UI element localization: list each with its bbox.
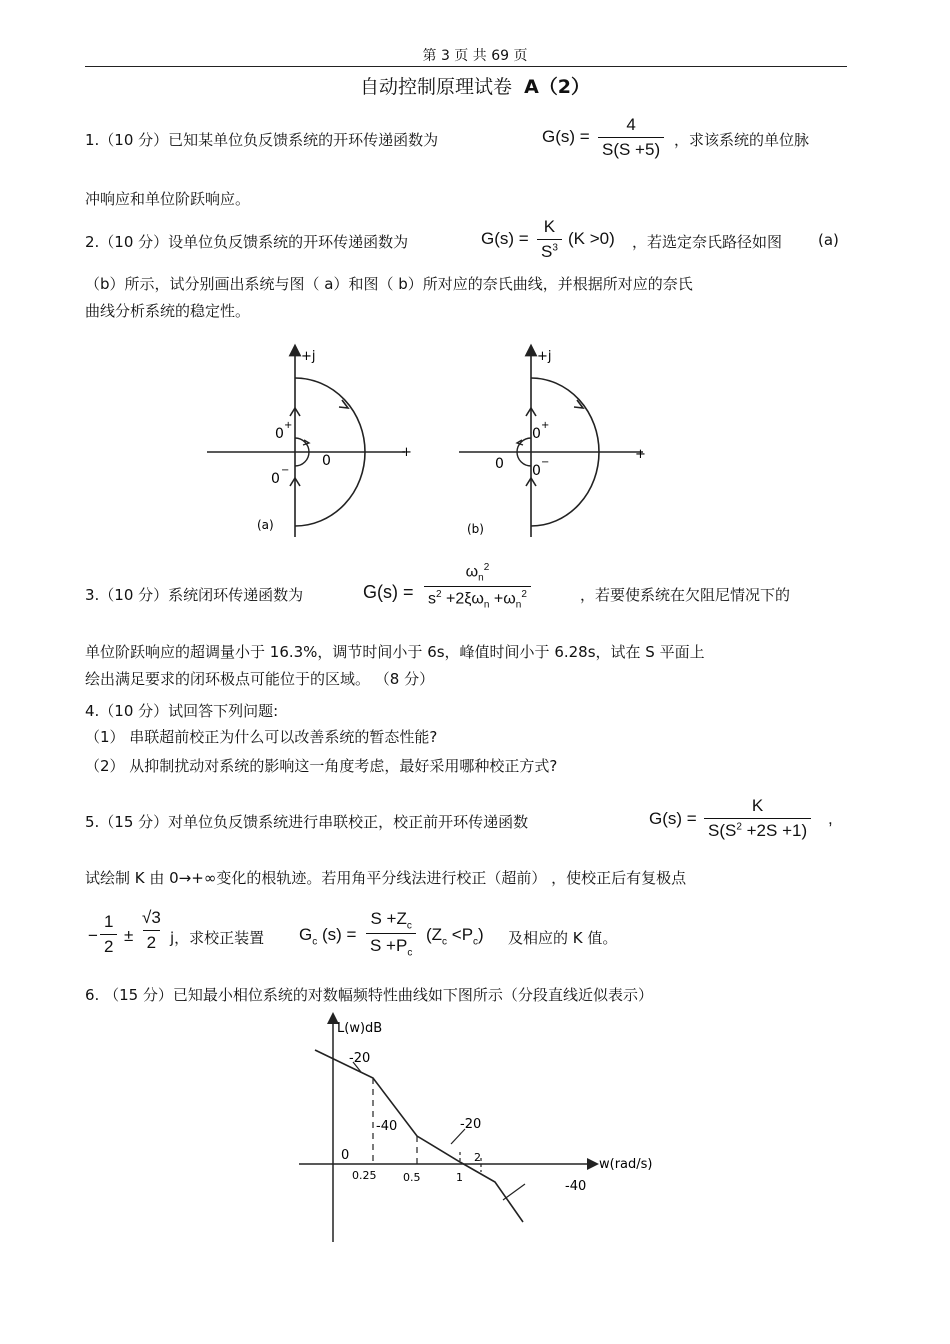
q1-tf-numerator: 4 (626, 115, 636, 134)
q2-text: 2.（10 分）设单位负反馈系统的开环传递函数为 (85, 233, 409, 251)
q4-item-1: （1） 串联超前校正为什么可以改善系统的暂态性能? (85, 728, 438, 746)
q5-gc-lhs: $G_c$ (s) = (299, 925, 357, 948)
q1-tf-lhs: G(s) = (542, 127, 590, 146)
bode-x-label: w(rad/s) (599, 1157, 653, 1172)
fig-b-zero-minus-sup: − (541, 457, 550, 468)
q5-pole-text: j，求校正装置 (170, 929, 265, 947)
header-rule (85, 66, 847, 67)
fig-b-axis-plus: + (635, 447, 646, 462)
q2-condition: (K >0) (568, 229, 615, 248)
bode-tick-0.25: 0.25 (352, 1169, 377, 1182)
bode-tick-1: 1 (456, 1171, 463, 1184)
fig-a-axis-j: +j (301, 349, 316, 364)
bode-curve (315, 1050, 523, 1222)
q6-text: 6. （15 分）已知最小相位系统的对数幅频特性曲线如下图所示（分段直线近似表示） (85, 986, 653, 1004)
q3-tf-numerator: $\omega_n^2$ (465, 562, 490, 584)
fig-b-label: (b) (467, 522, 484, 536)
q3-text: 3.（10 分）系统闭环传递函数为 (85, 586, 304, 604)
q2-tail2: (a) (818, 231, 839, 249)
q5-gc-num: $S +Z_c$ (370, 909, 412, 932)
q5-plus-minus: ± (124, 926, 134, 945)
q2-tf-fraction (537, 217, 562, 262)
q3-tail: ，若要使系统在欠阻尼情况下的 (580, 586, 791, 604)
bode-tick-0.5: 0.5 (403, 1171, 421, 1184)
q3-tf-lhs: G(s) = (363, 582, 414, 602)
q2-tail: ，若选定奈氏路径如图 (632, 233, 783, 251)
fig-b-zero-plus: 0 (532, 426, 541, 442)
q3-line3: 绘出满足要求的闭环极点可能位于的区域。 （8 分） (85, 670, 435, 688)
nyquist-figure-b (459, 349, 646, 537)
fig-b-zero-plus-sup: + (541, 420, 550, 431)
fig-a-axis-plus: + (401, 445, 412, 460)
q1-line2: 冲响应和单位阶跃响应。 (85, 190, 251, 208)
q3-tf-denominator: $s^2 +2\xi\omega_n +\omega_n^2$ (424, 586, 531, 611)
fig-b-axis-j: +j (537, 349, 552, 364)
q5-gc-den: $S +P_c$ (366, 933, 416, 958)
bode-slope-label-1: -20 (349, 1051, 371, 1066)
bode-slope-label-4: -40 (565, 1179, 587, 1194)
q5-pole-imag-num: √3 (142, 908, 161, 927)
page-number-header: 第 3 页 共 69 页 (422, 48, 528, 64)
q2-den-base: S (541, 242, 553, 261)
bode-tick-2: 2 (474, 1151, 481, 1164)
q2-den-exp: 3 (552, 242, 558, 254)
fig-a-zero-plus-sup: + (284, 420, 293, 431)
fig-a-zero-minus-sup: − (281, 465, 290, 476)
q5-pole-real (100, 912, 117, 957)
q3-tf-fraction (424, 562, 531, 610)
bode-slope-label-3: -20 (460, 1117, 482, 1132)
q5-minus-sign: − (88, 926, 98, 945)
q5-tf-denominator: $S(S^2 +2S +1)$ (704, 818, 811, 841)
q1-tail: ，求该系统的单位脉 (674, 131, 810, 149)
fig-a-zero-plus: 0 (275, 426, 284, 442)
q3-line2: 单位阶跃响应的超调量小于 16.3%，调节时间小于 6s，峰值时间小于 6.28s，试在 S 平面上 (85, 643, 705, 661)
q5-gc-cond: $(Z_c <P_c)$ (426, 925, 484, 948)
nyquist-figure-a (207, 349, 412, 537)
q2-tf-denominator (537, 239, 562, 262)
q5-line2: 试绘制 K 由 0→+∞变化的根轨迹。若用角平分线法进行校正（超前） ，使校正后有复极点 (85, 869, 687, 887)
q2-tf-numerator: K (543, 217, 556, 236)
q5-tf-fraction (704, 796, 811, 841)
q1-text: 1.（10 分）已知某单位负反馈系统的开环传递函数为 (85, 131, 439, 149)
q2-line3: 曲线分析系统的稳定性。 (85, 302, 251, 320)
q5-tf-numerator: K (751, 796, 764, 815)
q5-pole-imag (138, 908, 165, 953)
exam-title (0, 72, 950, 99)
fig-b-origin: 0 (495, 456, 504, 472)
q5-tf-lhs: G(s) = (649, 809, 697, 828)
q5-gc-tail: 及相应的 K 值。 (508, 929, 618, 947)
bode-slope-label-2: -40 (376, 1119, 398, 1134)
q2-line2: （b）所示，试分别画出系统与图（ a）和图（ b）所对应的奈氏曲线，并根据所对应的奈氏 (85, 275, 693, 293)
exam-title-suffix: A（2） (524, 76, 591, 98)
exam-title-text: 自动控制原理试卷 (359, 76, 512, 98)
q4-item-2: （2） 从抑制扰动对系统的影响这一角度考虑，最好采用哪种校正方式? (85, 757, 558, 775)
q5-pole-imag-den: 2 (143, 930, 160, 953)
q1-tf-denominator: S(S +5) (598, 137, 664, 160)
q5-gc-fraction (366, 909, 416, 959)
fig-b-zero-minus: 0 (532, 463, 541, 479)
fig-a-origin: 0 (322, 453, 331, 469)
bode-magnitude-figure (295, 1012, 653, 1252)
q5-pole-real-den: 2 (100, 934, 117, 957)
bode-origin: 0 (341, 1148, 350, 1163)
q2-tf-lhs: G(s) = (481, 229, 529, 248)
q5-pole-real-num: 1 (104, 912, 114, 931)
nyquist-path-figure (195, 340, 655, 545)
fig-a-zero-minus: 0 (271, 471, 280, 487)
q4-text: 4.（10 分）试回答下列问题: (85, 702, 279, 720)
q5-tail: , (828, 809, 833, 828)
bode-y-label: L(w)dB (337, 1021, 383, 1036)
q5-text: 5.（15 分）对单位负反馈系统进行串联校正，校正前开环传递函数 (85, 813, 529, 831)
q1-tf-fraction (598, 115, 664, 160)
fig-a-label: (a) (257, 518, 274, 532)
